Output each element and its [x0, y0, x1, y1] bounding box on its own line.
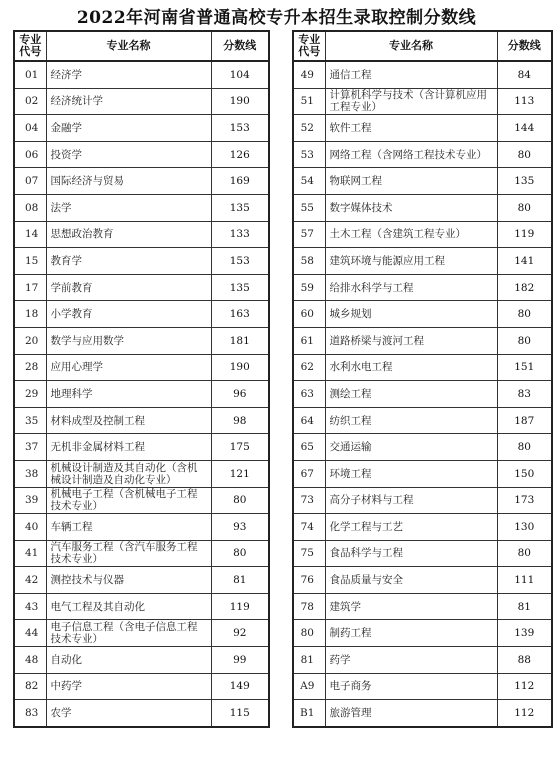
table-row	[293, 61, 552, 88]
table-row	[293, 248, 552, 275]
major-name: 水利水电工程	[325, 354, 497, 381]
major-code: 55	[293, 194, 325, 221]
major-code: 18	[14, 301, 46, 328]
table-row	[293, 620, 552, 647]
major-code: 02	[14, 88, 46, 115]
score-value: 99	[211, 647, 269, 674]
major-name: 食品质量与安全	[325, 567, 497, 594]
major-name: 中药学	[46, 673, 211, 700]
major-name: 电气工程及其自动化	[46, 593, 211, 620]
major-code: B1	[293, 700, 325, 727]
table-row	[14, 115, 269, 142]
major-name: 教育学	[46, 248, 211, 275]
score-value: 93	[211, 514, 269, 541]
table-row	[14, 327, 269, 354]
major-code: 29	[14, 381, 46, 408]
major-code: 82	[14, 673, 46, 700]
major-code: 37	[14, 434, 46, 461]
major-name: 物联网工程	[325, 168, 497, 195]
major-code: 64	[293, 407, 325, 434]
score-value: 88	[497, 647, 552, 674]
major-name: 城乡规划	[325, 301, 497, 328]
table-row	[293, 274, 552, 301]
major-code: 06	[14, 141, 46, 168]
major-name: 数字媒体技术	[325, 194, 497, 221]
major-name: 汽车服务工程（含汽车服务工程技术专业）	[46, 540, 211, 567]
table-row	[14, 567, 269, 594]
table-header-row	[14, 31, 269, 61]
score-value: 80	[497, 194, 552, 221]
score-value: 80	[497, 540, 552, 567]
major-code: 44	[14, 620, 46, 647]
table-row	[293, 354, 552, 381]
major-name: 小学教育	[46, 301, 211, 328]
score-table-right	[292, 30, 553, 728]
table-row	[293, 194, 552, 221]
major-code: 58	[293, 248, 325, 275]
score-value: 80	[497, 141, 552, 168]
score-value: 112	[497, 673, 552, 700]
score-value: 181	[211, 327, 269, 354]
table-row	[14, 407, 269, 434]
major-code: 07	[14, 168, 46, 195]
major-name: 数学与应用数学	[46, 327, 211, 354]
major-code: 41	[14, 540, 46, 567]
table-row	[293, 301, 552, 328]
major-name: 自动化	[46, 647, 211, 674]
major-code: 38	[14, 460, 46, 487]
score-value: 190	[211, 88, 269, 115]
score-value: 98	[211, 407, 269, 434]
major-name: 土木工程（含建筑工程专业）	[325, 221, 497, 248]
score-value: 83	[497, 381, 552, 408]
major-code: 49	[293, 61, 325, 88]
major-name: 交通运输	[325, 434, 497, 461]
table-row	[293, 168, 552, 195]
major-name: 纺织工程	[325, 407, 497, 434]
score-table-left	[13, 30, 270, 728]
major-name: 机械电子工程（含机械电子工程技术专业）	[46, 487, 211, 514]
score-value: 126	[211, 141, 269, 168]
score-value: 112	[497, 700, 552, 727]
score-value: 80	[497, 327, 552, 354]
score-value: 173	[497, 487, 552, 514]
score-value: 187	[497, 407, 552, 434]
major-name: 农学	[46, 700, 211, 727]
major-name: 投资学	[46, 141, 211, 168]
major-name: 通信工程	[325, 61, 497, 88]
table-row	[293, 221, 552, 248]
major-code: 67	[293, 460, 325, 487]
score-value: 151	[497, 354, 552, 381]
table-row	[14, 301, 269, 328]
table-row	[293, 540, 552, 567]
table-row	[293, 673, 552, 700]
major-name: 机械设计制造及其自动化（含机械设计制造及自动化专业）	[46, 460, 211, 487]
major-code: 62	[293, 354, 325, 381]
major-name: 药学	[325, 647, 497, 674]
major-code: 61	[293, 327, 325, 354]
major-code: 51	[293, 88, 325, 115]
page-title: 2022年河南省普通高校专升本招生录取控制分数线	[76, 8, 477, 28]
major-code: 01	[14, 61, 46, 88]
score-value: 104	[211, 61, 269, 88]
major-name: 国际经济与贸易	[46, 168, 211, 195]
score-value: 115	[211, 700, 269, 727]
header-code: 专业代号	[293, 31, 325, 61]
major-name: 测绘工程	[325, 381, 497, 408]
major-code: 04	[14, 115, 46, 142]
major-name: 制药工程	[325, 620, 497, 647]
score-value: 182	[497, 274, 552, 301]
table-row	[293, 141, 552, 168]
major-code: 57	[293, 221, 325, 248]
major-code: 15	[14, 248, 46, 275]
score-value: 130	[497, 514, 552, 541]
table-row	[14, 61, 269, 88]
major-name: 法学	[46, 194, 211, 221]
table-row	[293, 327, 552, 354]
table-row	[14, 673, 269, 700]
table-row	[14, 381, 269, 408]
major-name: 计算机科学与技术（含计算机应用工程专业）	[325, 88, 497, 115]
header-code: 专业代号	[14, 31, 46, 61]
major-code: 40	[14, 514, 46, 541]
table-row	[293, 593, 552, 620]
major-name: 道路桥梁与渡河工程	[325, 327, 497, 354]
table-row	[293, 115, 552, 142]
major-code: 48	[14, 647, 46, 674]
header-score: 分数线	[211, 31, 269, 61]
table-row	[14, 593, 269, 620]
major-code: 76	[293, 567, 325, 594]
score-value: 121	[211, 460, 269, 487]
major-code: 81	[293, 647, 325, 674]
major-name: 思想政治教育	[46, 221, 211, 248]
table-row	[14, 194, 269, 221]
score-value: 135	[211, 274, 269, 301]
table-row	[14, 141, 269, 168]
major-code: 08	[14, 194, 46, 221]
score-value: 84	[497, 61, 552, 88]
score-value: 80	[497, 301, 552, 328]
table-row	[14, 487, 269, 514]
major-code: 52	[293, 115, 325, 142]
major-name: 软件工程	[325, 115, 497, 142]
major-name: 学前教育	[46, 274, 211, 301]
major-name: 材料成型及控制工程	[46, 407, 211, 434]
major-name: 车辆工程	[46, 514, 211, 541]
score-value: 80	[211, 487, 269, 514]
table-row	[14, 620, 269, 647]
major-code: 60	[293, 301, 325, 328]
major-name: 建筑学	[325, 593, 497, 620]
table-row	[293, 88, 552, 115]
major-name: 地理科学	[46, 381, 211, 408]
score-value: 113	[497, 88, 552, 115]
score-value: 96	[211, 381, 269, 408]
table-row	[293, 647, 552, 674]
score-value: 81	[497, 593, 552, 620]
score-value: 141	[497, 248, 552, 275]
major-name: 无机非金属材料工程	[46, 434, 211, 461]
table-row	[293, 700, 552, 727]
header-score: 分数线	[497, 31, 552, 61]
major-code: 75	[293, 540, 325, 567]
major-code: A9	[293, 673, 325, 700]
score-value: 119	[497, 221, 552, 248]
table-row	[14, 354, 269, 381]
table-row	[14, 540, 269, 567]
score-value: 144	[497, 115, 552, 142]
major-name: 测控技术与仪器	[46, 567, 211, 594]
table-row	[14, 168, 269, 195]
table-row	[14, 221, 269, 248]
table-row	[14, 460, 269, 487]
major-code: 42	[14, 567, 46, 594]
score-value: 92	[211, 620, 269, 647]
score-value: 190	[211, 354, 269, 381]
major-name: 经济学	[46, 61, 211, 88]
major-code: 17	[14, 274, 46, 301]
table-row	[293, 407, 552, 434]
major-code: 74	[293, 514, 325, 541]
major-name: 电子信息工程（含电子信息工程技术专业）	[46, 620, 211, 647]
major-name: 食品科学与工程	[325, 540, 497, 567]
score-value: 163	[211, 301, 269, 328]
table-row	[14, 647, 269, 674]
major-code: 73	[293, 487, 325, 514]
table-row	[293, 514, 552, 541]
score-value: 80	[497, 434, 552, 461]
table-row	[14, 514, 269, 541]
major-code: 54	[293, 168, 325, 195]
header-name: 专业名称	[46, 31, 211, 61]
major-name: 电子商务	[325, 673, 497, 700]
score-value: 153	[211, 115, 269, 142]
major-code: 39	[14, 487, 46, 514]
major-name: 环境工程	[325, 460, 497, 487]
header-name: 专业名称	[325, 31, 497, 61]
major-name: 应用心理学	[46, 354, 211, 381]
major-name: 网络工程（含网络工程技术专业）	[325, 141, 497, 168]
table-row	[14, 248, 269, 275]
major-name: 金融学	[46, 115, 211, 142]
score-value: 81	[211, 567, 269, 594]
major-name: 建筑环境与能源应用工程	[325, 248, 497, 275]
table-row	[14, 700, 269, 727]
table-row	[293, 460, 552, 487]
table-row	[293, 487, 552, 514]
score-value: 133	[211, 221, 269, 248]
score-value: 149	[211, 673, 269, 700]
score-value: 135	[211, 194, 269, 221]
score-value: 80	[211, 540, 269, 567]
major-code: 14	[14, 221, 46, 248]
score-value: 175	[211, 434, 269, 461]
score-value: 139	[497, 620, 552, 647]
table-row	[14, 88, 269, 115]
score-value: 169	[211, 168, 269, 195]
table-row	[293, 381, 552, 408]
table-row	[293, 434, 552, 461]
major-code: 59	[293, 274, 325, 301]
score-value: 111	[497, 567, 552, 594]
major-code: 35	[14, 407, 46, 434]
score-value: 153	[211, 248, 269, 275]
major-name: 化学工程与工艺	[325, 514, 497, 541]
table-row	[293, 567, 552, 594]
major-code: 53	[293, 141, 325, 168]
major-name: 高分子材料与工程	[325, 487, 497, 514]
score-value: 135	[497, 168, 552, 195]
major-code: 80	[293, 620, 325, 647]
major-code: 63	[293, 381, 325, 408]
major-name: 给排水科学与工程	[325, 274, 497, 301]
major-code: 83	[14, 700, 46, 727]
table-row	[14, 434, 269, 461]
major-name: 经济统计学	[46, 88, 211, 115]
table-row	[14, 274, 269, 301]
major-code: 43	[14, 593, 46, 620]
major-code: 65	[293, 434, 325, 461]
score-value: 150	[497, 460, 552, 487]
major-code: 28	[14, 354, 46, 381]
major-code: 20	[14, 327, 46, 354]
table-header-row	[293, 31, 552, 61]
score-value: 119	[211, 593, 269, 620]
major-name: 旅游管理	[325, 700, 497, 727]
major-code: 78	[293, 593, 325, 620]
